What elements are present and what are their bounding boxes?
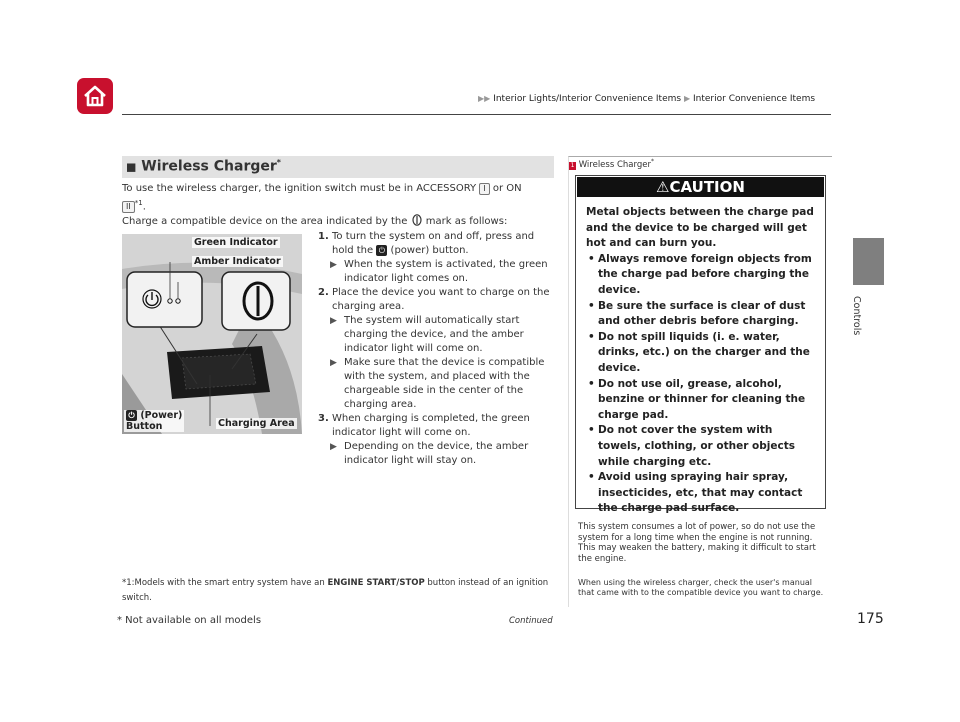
step-2-sub-1 (318, 314, 558, 356)
side-tab-marker[interactable] (853, 238, 884, 285)
caution-item: • Do not spill liquids (i. e. water, drinks, etc.) on the charger and the device. (586, 330, 818, 377)
section-title-text: Wireless Charger (141, 158, 277, 175)
home-icon (77, 78, 113, 114)
wireless-charge-icon (411, 214, 423, 226)
charger-photo (122, 234, 302, 434)
steps-list (318, 230, 558, 468)
step-2-sub-2 (318, 356, 558, 412)
step-number: 2. (318, 287, 329, 298)
footnote-text: *1:Models with the smart entry system have an (122, 578, 328, 588)
step-3 (318, 412, 558, 440)
home-button[interactable] (77, 78, 113, 114)
arrow-icon: ▶ (330, 316, 337, 326)
step-text: Place the device you want to charge on the charging area. (332, 287, 550, 312)
sidebar-heading (569, 158, 654, 170)
green-indicator-label: Green Indicator (194, 237, 278, 248)
step-text: (power) button. (387, 245, 469, 256)
footnote-text: button instead of an ignition switch. (122, 578, 549, 603)
intro-text-3: . (142, 201, 146, 213)
caution-item: • Be sure the surface is clear of dust and other debris before charging. (586, 299, 818, 330)
caution-item: • Do not cover the system with towels, clothing, or other objects while charging etc. (586, 423, 818, 470)
power-button-label (124, 410, 184, 432)
arrow-icon: ▶ (683, 94, 691, 103)
caution-item: • Do not use oil, grease, alcohol, benzine or thinner for cleaning the charge pad. (586, 377, 818, 424)
caution-item: • Avoid using spraying hair spray, insecticides, etc, that may contact the charge pad surface. (586, 470, 818, 517)
breadcrumb-link-1[interactable]: Interior Lights/Interior Convenience Items (493, 94, 682, 104)
amber-indicator-label: Amber Indicator (194, 256, 281, 267)
arrow-icon: ▶ (330, 442, 337, 452)
intro-paragraph (122, 182, 554, 229)
caution-title (577, 178, 824, 196)
charging-area-label: Charging Area (218, 418, 295, 429)
footnote (122, 576, 554, 606)
sidebar-heading-mark: * (650, 158, 654, 165)
section-marker-icon: ■ (126, 160, 137, 174)
section-title (126, 158, 281, 175)
sub-text: When the system is activated, the green indicator light comes on. (344, 259, 548, 284)
step-number: 1. (318, 231, 329, 242)
warning-icon: ⚠ (656, 178, 670, 196)
footnote-bold: ENGINE START/STOP (327, 578, 425, 588)
power-icon: ⏻ (126, 410, 137, 421)
sidebar-heading-text: Wireless Charger (578, 159, 651, 170)
step-2 (318, 286, 558, 314)
accessory-key-icon: I (479, 183, 489, 195)
note-marker-icon: 1 (570, 161, 575, 169)
sub-text: The system will automatically start charging the device, and the amber indicator light will come on. (344, 315, 524, 354)
side-tab-label[interactable]: Controls (851, 296, 862, 336)
caution-title-text: CAUTION (669, 178, 745, 196)
caution-intro: Metal objects between the charge pad and the device to be charged will get hot and can burn you. (586, 206, 814, 250)
arrow-icon: ▶ (330, 358, 337, 368)
intro-text-2: or ON (489, 183, 522, 194)
section-title-mark: * (276, 158, 281, 167)
power-label-b: Button (126, 421, 163, 432)
step-number: 3. (318, 413, 329, 424)
breadcrumb-link-2[interactable]: Interior Convenience Items (693, 94, 816, 104)
step-1 (318, 230, 558, 258)
footnote-ref[interactable]: *1 (134, 199, 143, 207)
sidebar-note-2: When using the wireless charger, check the user's manual that came with to the compatible device you want to charge. (578, 578, 824, 597)
breadcrumb (478, 94, 815, 104)
arrow-icon: ▶▶ (478, 94, 491, 103)
step-1-sub-1 (318, 258, 558, 286)
intro-text-5: mark as follows: (422, 216, 508, 228)
power-icon: ⏻ (376, 245, 387, 256)
step-text: hold the (332, 245, 377, 256)
caution-item: • Always remove foreign objects from the charge pad before charging the device. (586, 252, 818, 299)
step-text: When charging is completed, the green indicator light will come on. (332, 413, 530, 438)
sidebar-note-1: This system consumes a lot of power, so do not use the system for a long time when the engine is not running. This may weaken the battery, making it difficult to start the engine. (578, 522, 816, 564)
availability-note: * Not available on all models (117, 615, 262, 626)
caution-text (586, 205, 818, 517)
power-label-a: (Power) (140, 410, 183, 421)
step-text: To turn the system on and off, press and (332, 231, 535, 242)
on-key-icon: II (122, 201, 135, 213)
intro-text-4: Charge a compatible device on the area indicated by the (122, 216, 411, 228)
continued-label: Continued (509, 616, 553, 626)
sub-text: Depending on the device, the amber indicator light will stay on. (344, 441, 529, 466)
page-number: 175 (857, 611, 884, 627)
header-rule (122, 114, 831, 115)
arrow-icon: ▶ (330, 260, 337, 270)
sub-text: Make sure that the device is compatible with the system, and placed with the chargeable side in the center of the charging area. (344, 357, 545, 410)
intro-text-1: To use the wireless charger, the ignition switch must be in ACCESSORY (122, 183, 480, 194)
step-3-sub-1 (318, 440, 558, 468)
